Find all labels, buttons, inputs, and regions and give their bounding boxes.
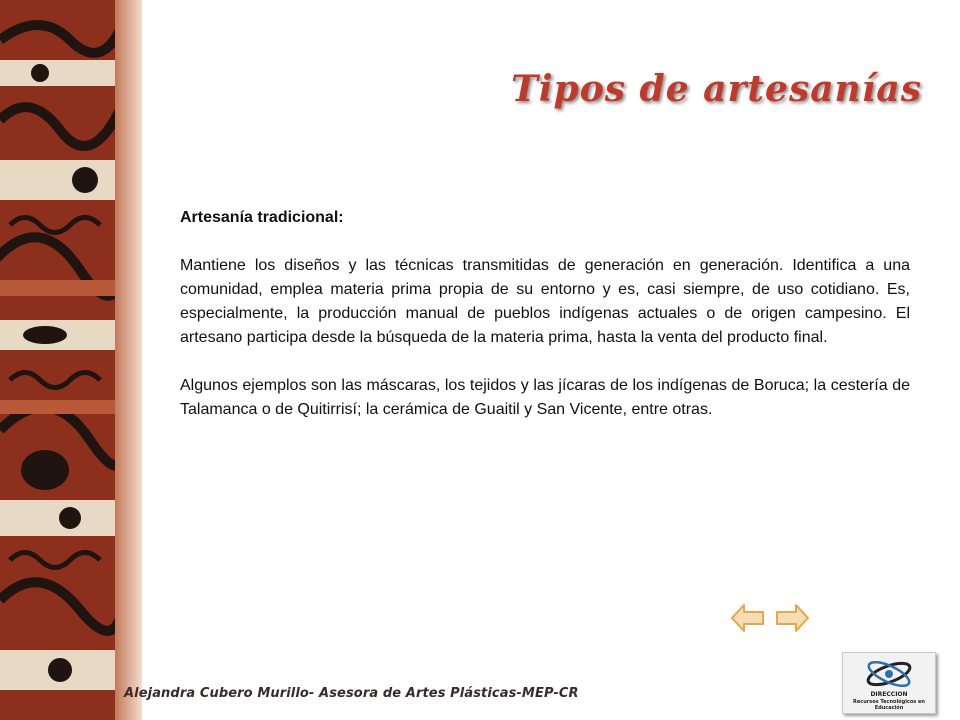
section-subtitle: Artesanía tradicional:	[180, 209, 344, 226]
body-paragraph-examples: Algunos ejemplos son las máscaras, los tejidos y las jícaras de los indígenas de Boruca; la cestería de Talamanca o de Quitirrisí; la cerámica de Guaitil y San Vicente, entre otras.	[180, 377, 910, 418]
institution-logo	[842, 652, 936, 714]
decorative-pottery-pattern	[0, 0, 142, 720]
atom-logo-icon	[863, 657, 915, 691]
slide-title: Tipos de artesanías	[511, 68, 922, 110]
author-footer: Alejandra Cubero Murillo- Asesora de Artes Plásticas-MEP-CR	[124, 686, 579, 701]
logo-line-2: Recursos Tecnológicos en Educación	[853, 699, 925, 711]
slide-body	[180, 206, 910, 446]
arrow-left-icon[interactable]	[731, 603, 765, 633]
body-paragraph-definition: Mantiene los diseños y las técnicas transmitidas de generación en generación. Identifica a una comunidad, emplea materia prima propia de su entorno y es, casi siempre, de uso cotidiano. Es, especialmente, la producción manual de pueblos indígenas actuales o de origen campesino. El artesano participa desde la búsqueda de la materia prima, hasta la venta del producto final.	[180, 257, 910, 346]
logo-line-1: DIRECCION	[870, 691, 908, 698]
arrow-right-icon[interactable]	[775, 603, 809, 633]
